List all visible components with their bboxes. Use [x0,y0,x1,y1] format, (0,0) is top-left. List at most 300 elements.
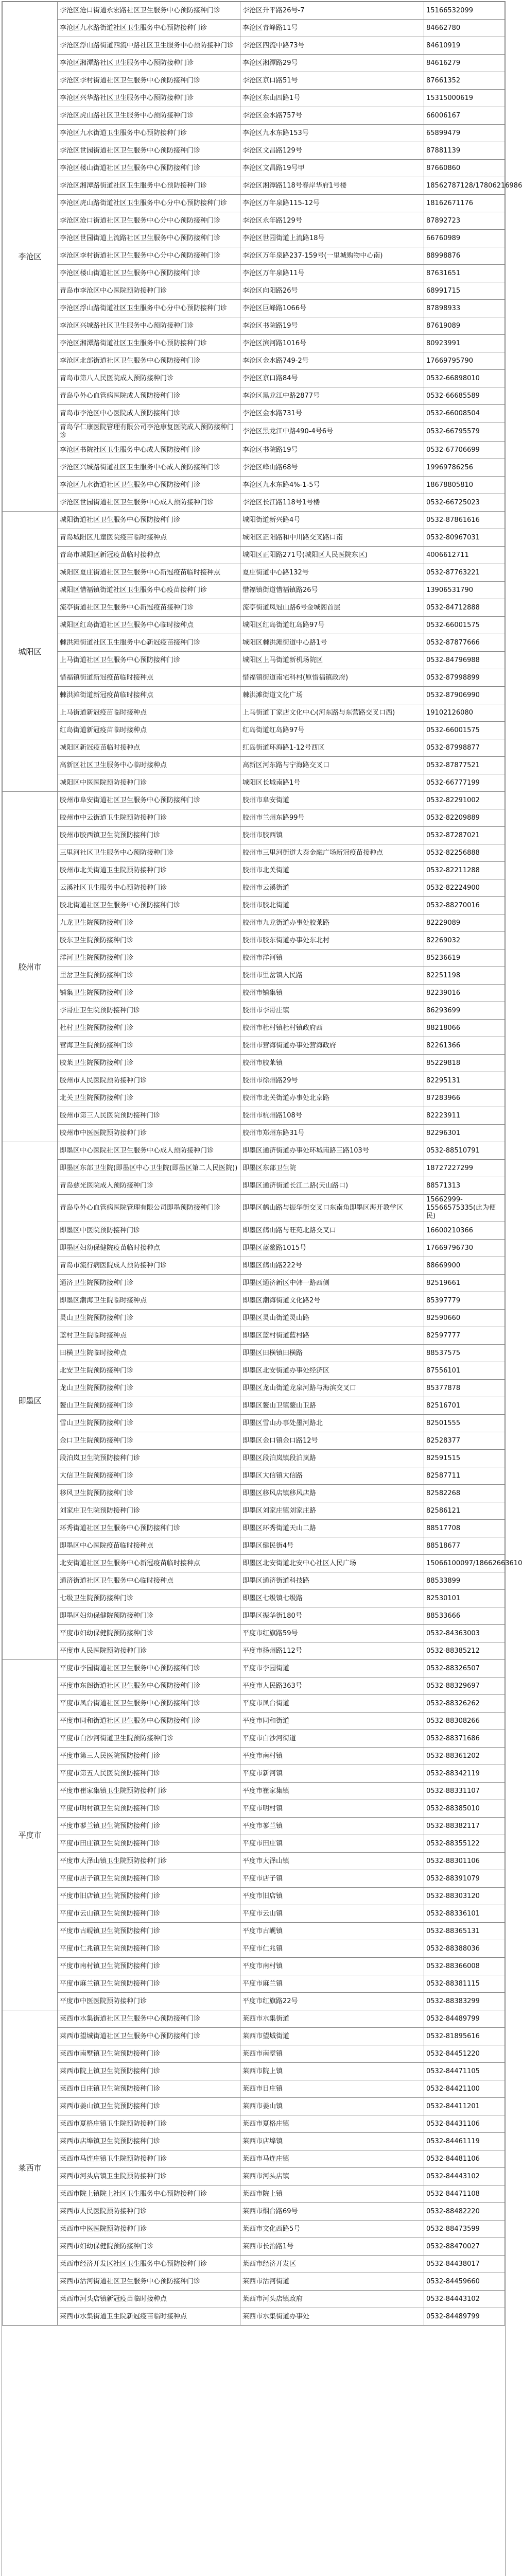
site-name-cell: 李沧区兴城路社区卫生服务中心预防接种门诊 [58,317,240,335]
phone-cell: 0532-88336101 [424,1905,505,1923]
table-row [3,2080,505,2098]
site-name-cell: 莱西市望城街道社区卫生服务中心预防接种门诊 [58,2028,240,2045]
phone-cell: 0532-88301106 [424,1853,505,1870]
table-row [3,2185,505,2203]
phone-cell: 87556101 [424,1362,505,1380]
site-name-cell: 平度市仁兆镇卫生院预防接种门诊 [58,1940,240,1958]
table-row [3,932,505,950]
site-name-cell: 李沧区湘潭路街道社区卫生服务中心预防接种门诊 [58,177,240,195]
address-cell: 平度市红旗路22号 [240,1993,424,2010]
phone-cell: 0532-88326262 [424,1695,505,1713]
site-name-cell: 城阳区惜福镇街道社区卫生服务中心疫苗接种门诊 [58,582,240,599]
table-row [3,1555,505,1572]
site-name-cell: 李沧区世园街道社区卫生服务中心预防接种门诊 [58,142,240,160]
phone-cell: 84616279 [424,55,505,72]
phone-cell: 88533666 [424,1607,505,1625]
address-cell: 李沧区东山四路1号 [240,90,424,107]
phone-cell: 82251198 [424,967,505,985]
table-row [3,1783,505,1800]
table-row [3,1625,505,1642]
phone-cell: 0532-84438017 [424,2256,505,2273]
site-name-cell: 胶州市第三人民医院预防接种门诊 [58,1107,240,1125]
site-name-cell: 李沧区浮山路街道社区卫生服务中心分中心预防接种门诊 [58,300,240,317]
table-row [3,247,505,265]
site-name-cell: 李沧区楼山街道社区卫生服务中心预防接种门诊 [58,265,240,282]
address-cell: 即墨区通济新区中韩一路西侧 [240,1275,424,1292]
address-cell: 夏庄街道中心路132号 [240,564,424,582]
site-name-cell: 李沧区九水路街道社区卫生服务中心预防接种门诊 [58,20,240,37]
phone-cell: 0532-87861616 [424,512,505,529]
phone-cell: 17669796730 [424,1240,505,1257]
address-cell: 即墨区环秀街道天山二路 [240,1520,424,1537]
table-row [3,1345,505,1362]
site-name-cell: 高新区社区卫生服务中心临时接种点 [58,757,240,774]
address-cell: 胶州市徐州路29号 [240,1072,424,1090]
phone-cell: 87283966 [424,1090,505,1107]
table-row [3,107,505,125]
table-row [3,1055,505,1072]
table-row [3,1037,505,1055]
district-cell: 莱西市 [3,2010,58,2326]
site-name-cell: 李沧区楼山街道社区卫生服务中心预防接种门诊 [58,160,240,177]
site-name-cell: 莱西市沽河街道社区卫生服务中心预防接种门诊 [58,2273,240,2291]
address-cell: 平度市古岘镇 [240,1923,424,1940]
site-name-cell: 刘家庄卫生院预防接种门诊 [58,1502,240,1520]
table-row [3,1642,505,1660]
site-name-cell: 莱西市姜山镇卫生院预防接种门诊 [58,2098,240,2115]
site-name-cell: 青岛阜外心血管病医院管理有限公司即墨预防接种门诊 [58,1195,240,1222]
address-cell: 平度市人民路363号 [240,1677,424,1695]
address-cell: 李沧区万年泉路11号 [240,265,424,282]
site-name-cell: 上马街道新冠疫苗临时接种点 [58,704,240,722]
address-cell: 流亭街道凤冠山路6号金城阁首层 [240,599,424,617]
table-row [3,792,505,809]
phone-cell: 86293699 [424,1002,505,1020]
site-name-cell: 平度市南村镇卫生院预防接种门诊 [58,1958,240,1975]
phone-cell: 0532-67706699 [424,442,505,459]
address-cell: 平度市白沙河街道 [240,1730,424,1748]
site-name-cell: 鳌山卫生院预防接种门诊 [58,1397,240,1415]
site-name-cell: 青岛市第八人民医院成人预防接种门诊 [58,370,240,387]
phone-cell: 0532-88383299 [424,1993,505,2010]
phone-cell: 18727227299 [424,1160,505,1177]
address-cell: 李沧区长江路118号1号楼 [240,494,424,512]
phone-cell: 0532-88342119 [424,1765,505,1783]
address-cell: 胶州市胶东街道办事处东北村 [240,932,424,950]
address-cell: 城阳区正阳路和中川路交叉路口南 [240,529,424,547]
address-cell: 胶州市营海街道办事处营海政府 [240,1037,424,1055]
phone-cell: 82295131 [424,1072,505,1090]
table-row [3,387,505,405]
site-name-cell: 李沧区虎山路社区卫生服务中心预防接种门诊 [58,107,240,125]
table-row [3,160,505,177]
phone-cell: 0532-88303120 [424,1888,505,1905]
phone-cell: 0532-88510791 [424,1142,505,1160]
district-cell: 李沧区 [3,2,58,512]
table-row [3,512,505,529]
site-name-cell: 棘洪滩街道社区卫生服务中心新冠疫苗接种门诊 [58,634,240,652]
table-row [3,142,505,160]
table-row [3,985,505,1002]
phone-cell: 82528377 [424,1432,505,1450]
phone-cell: 85229818 [424,1055,505,1072]
address-cell: 胶州市胶北街道 [240,897,424,914]
table-row [3,1275,505,1292]
address-cell: 胶州市杭州路108号 [240,1107,424,1125]
phone-cell: 82530101 [424,1590,505,1607]
table-row [3,617,505,634]
phone-cell: 0532-84443102 [424,2291,505,2308]
table-row [3,1310,505,1327]
address-cell: 高新区河东路与宁海路交叉口 [240,757,424,774]
phone-cell: 82229089 [424,914,505,932]
site-name-cell: 李沧区湘潭路社区卫生服务中心预防接种门诊 [58,55,240,72]
address-cell: 莱西市烟台路69号 [240,2203,424,2221]
table-row [3,634,505,652]
phone-cell: 15662999-15566575335(此为便民) [424,1195,505,1222]
phone-cell: 88218066 [424,1020,505,1037]
phone-cell: 19102126080 [424,704,505,722]
site-name-cell: 胶北街道社区卫生服务中心预防接种门诊 [58,897,240,914]
address-cell: 李沧区黑龙江中路490-4号6号 [240,422,424,442]
address-cell: 上马街道丁家店文化中心(河东路与东营路交叉口西) [240,704,424,722]
address-cell: 平度市店子镇 [240,1870,424,1888]
phone-cell: 0532-82256888 [424,844,505,862]
address-cell: 平度市南村镇 [240,1958,424,1975]
site-name-cell: 环秀街道社区卫生服务中心预防接种门诊 [58,1520,240,1537]
site-name-cell: 青岛市城阳区新冠疫苗临时接种点 [58,547,240,564]
address-cell: 即墨区通济街道长江二路(天山路口) [240,1177,424,1195]
address-cell: 平度市田庄镇 [240,1835,424,1853]
phone-cell: 0532-84471108 [424,2185,505,2203]
district-cell: 城阳区 [3,512,58,792]
site-name-cell: 胶莱卫生院预防接种门诊 [58,1055,240,1072]
table-row [3,352,505,370]
site-name-cell: 莱西市院上镇卫生院预防接种门诊 [58,2063,240,2080]
phone-cell: 0532-88473599 [424,2221,505,2238]
address-cell: 即墨区振华街180号 [240,1607,424,1625]
phone-cell: 0532-87998899 [424,669,505,687]
table-row [3,1380,505,1397]
table-row [3,529,505,547]
site-name-cell: 平度市妇幼保健院预防接种门诊 [58,1625,240,1642]
address-cell: 李沧区九水东路4%-1-5号 [240,477,424,494]
phone-cell: 66760989 [424,230,505,247]
table-row [3,1572,505,1590]
site-name-cell: 棘洪滩街道新冠疫苗临时接种点 [58,687,240,704]
site-name-cell: 北安卫生院预防接种门诊 [58,1362,240,1380]
site-name-cell: 平度市凤台街道社区卫生服务中心预防接种门诊 [58,1695,240,1713]
address-cell: 莱西市水集街道 [240,2010,424,2028]
phone-cell: 82269032 [424,932,505,950]
phone-cell: 82587711 [424,1467,505,1485]
phone-cell: 82239016 [424,985,505,1002]
table-row [3,2203,505,2221]
phone-cell: 0532-84459660 [424,2273,505,2291]
table-row [3,1748,505,1765]
table-row [3,422,505,442]
phone-cell: 0532-88385010 [424,1800,505,1818]
site-name-cell: 平度市蓼兰镇卫生院预防接种门诊 [58,1818,240,1835]
table-row [3,2150,505,2168]
phone-cell: 87619089 [424,317,505,335]
table-row [3,950,505,967]
table-row [3,2045,505,2063]
address-cell: 胶州市三里河街道大泰金融广场新冠疫苗接种点 [240,844,424,862]
address-cell: 李沧区金水路757号 [240,107,424,125]
table-row [3,722,505,739]
address-cell: 李沧区文昌路129号 [240,142,424,160]
site-name-cell: 蓝村卫生院临时接种点 [58,1327,240,1345]
site-name-cell: 通济街道社区卫生服务中心临时接种点 [58,1572,240,1590]
site-name-cell: 红岛街道新冠疫苗临时接种点 [58,722,240,739]
table-row [3,914,505,932]
phone-cell: 0532-66001575 [424,617,505,634]
site-name-cell: 李沧区世园街道上流路社区卫生服务中心预防接种门诊 [58,230,240,247]
address-cell: 莱西市院上镇 [240,2063,424,2080]
table-row [3,2168,505,2185]
table-row [3,1177,505,1195]
address-cell: 平度市蓼兰镇 [240,1818,424,1835]
phone-cell: 15166532099 [424,2,505,20]
site-name-cell: 七级卫生院预防接种门诊 [58,1590,240,1607]
phone-cell: 87631651 [424,265,505,282]
phone-cell: 0532-88366008 [424,1958,505,1975]
address-cell: 胶州市李哥庄镇 [240,1002,424,1020]
phone-cell: 0532-88381115 [424,1975,505,1993]
site-name-cell: 胶州市北关街道卫生院预防接种门诊 [58,862,240,879]
site-name-cell: 青岛市李沧区中心医院成人预防接种门诊 [58,405,240,422]
table-row [3,1940,505,1958]
address-cell: 李沧区永年路129号 [240,212,424,230]
site-name-cell: 里岔卫生院预防接种门诊 [58,967,240,985]
address-cell: 即墨区灵山街道灵山路 [240,1310,424,1327]
address-cell: 莱西市姜山镇 [240,2098,424,2115]
table-row [3,1072,505,1090]
phone-cell: 82296301 [424,1125,505,1142]
phone-cell: 82261366 [424,1037,505,1055]
table-row [3,1695,505,1713]
address-cell: 红岛街道红岛路97号 [240,722,424,739]
table-row [3,230,505,247]
table-row [3,1107,505,1125]
site-name-cell: 胶州市中云街道卫生院预防接种门诊 [58,809,240,827]
address-cell: 莱西市院上镇 [240,2185,424,2203]
address-cell: 城阳区红岛街道红岛路97号 [240,617,424,634]
site-name-cell: 洋河卫生院预防接种门诊 [58,950,240,967]
site-name-cell: 胶州市人民医院预防接种门诊 [58,1072,240,1090]
address-cell: 胶州市北关街道 [240,862,424,879]
site-name-cell: 李沧区兴城路街道社区卫生服务中心成人预防接种门诊 [58,459,240,477]
table-row [3,1002,505,1020]
vaccination-sites-table-container [2,1,522,2576]
site-name-cell: 青岛市李沧区中心医院预防接种门诊 [58,282,240,300]
table-row [3,1090,505,1107]
table-row [3,1467,505,1485]
site-name-cell: 莱西市马连庄镇卫生院预防接种门诊 [58,2150,240,2168]
table-row [3,547,505,564]
table-row [3,494,505,512]
phone-cell: 0532-82209889 [424,809,505,827]
phone-cell: 88998876 [424,247,505,265]
phone-cell: 0532-87287021 [424,827,505,844]
site-name-cell: 平度市第三人民医院预防接种门诊 [58,1748,240,1765]
site-name-cell: 平度市古岘镇卫生院预防接种门诊 [58,1923,240,1940]
table-row [3,2133,505,2150]
address-cell: 平度市红旗路59号 [240,1625,424,1642]
table-row [3,459,505,477]
site-name-cell: 平度市店子镇卫生院预防接种门诊 [58,1870,240,1888]
phone-cell: 16600210366 [424,1222,505,1240]
table-row [3,1818,505,1835]
site-name-cell: 城阳区夏庄街道社区卫生服务中心新冠疫苗临时接种点 [58,564,240,582]
site-name-cell: 流亭街道社区卫生服务中心新冠疫苗接种门诊 [58,599,240,617]
table-row [3,265,505,282]
address-cell: 平度市新河镇 [240,1765,424,1783]
address-cell: 平度市李园街道 [240,1660,424,1677]
table-row [3,477,505,494]
site-name-cell: 即墨区中心医院疫苗临时接种点 [58,1537,240,1555]
table-row [3,827,505,844]
site-name-cell: 通济卫生院预防接种门诊 [58,1275,240,1292]
phone-cell: 0532-84489799 [424,2010,505,2028]
site-name-cell: 李沧区世园街道社区卫生服务中心成人预防接种门诊 [58,494,240,512]
site-name-cell: 即墨区妇幼保健院预防接种门诊 [58,1607,240,1625]
address-cell: 李沧区四流中路73号 [240,37,424,55]
phone-cell: 13906531790 [424,582,505,599]
site-name-cell: 杜村卫生院预防接种门诊 [58,1020,240,1037]
site-name-cell: 大信卫生院预防接种门诊 [58,1467,240,1485]
address-cell: 即墨区七级镇七级路 [240,1590,424,1607]
site-name-cell: 莱西市中医医院预防接种门诊 [58,2221,240,2238]
phone-cell: 87898933 [424,300,505,317]
table-row [3,1397,505,1415]
address-cell: 即墨区段泊岚镇段泊岚路 [240,1450,424,1467]
address-cell: 李沧区京口路84号 [240,370,424,387]
site-name-cell: 李沧区兴华路社区卫生服务中心预防接种门诊 [58,90,240,107]
address-cell: 李沧区万年泉路237-159号(一里城购物中心南) [240,247,424,265]
site-name-cell: 李沧区浮山路街道四流中路社区卫生服务中心预防接种门诊 [58,37,240,55]
site-name-cell: 城阳街道社区卫生服务中心预防接种门诊 [58,512,240,529]
table-row [3,1975,505,1993]
site-name-cell: 平度市东阁街道社区卫生服务中心预防接种门诊 [58,1677,240,1695]
table-row [3,687,505,704]
address-cell: 即墨区东部卫生院 [240,1160,424,1177]
phone-cell: 0532-84712888 [424,599,505,617]
phone-cell: 0532-84431106 [424,2115,505,2133]
phone-cell: 82590660 [424,1310,505,1327]
address-cell: 胶州市兰州东路99号 [240,809,424,827]
address-cell: 胶州市云溪街道 [240,879,424,897]
table-row [3,1713,505,1730]
table-row [3,652,505,669]
table-row [3,1888,505,1905]
table-row [3,809,505,827]
phone-cell: 0532-88385212 [424,1642,505,1660]
site-name-cell: 平度市人民医院预防接种门诊 [58,1642,240,1660]
phone-cell: 82591515 [424,1450,505,1467]
phone-cell: 0532-88361202 [424,1748,505,1765]
address-cell: 胶州市胶莱镇 [240,1055,424,1072]
phone-cell: 0532-66795579 [424,422,505,442]
address-cell: 即墨区移风店镇移风店路 [240,1485,424,1502]
address-cell: 惜福镇街道惜福镇路26号 [240,582,424,599]
phone-cell: 68991715 [424,282,505,300]
phone-cell: 88537575 [424,1345,505,1362]
phone-cell: 0532-88391079 [424,1870,505,1888]
site-name-cell: 青岛城阳区儿童医院疫苗临时接种点 [58,529,240,547]
table-row [3,125,505,142]
site-name-cell: 莱西市水集街道社区卫生服务中心预防接种门诊 [58,2010,240,2028]
site-name-cell: 金口卫生院预防接种门诊 [58,1432,240,1450]
phone-cell: 0532-66725023 [424,494,505,512]
table-row [3,1835,505,1853]
phone-cell: 87661352 [424,72,505,90]
district-cell: 胶州市 [3,792,58,1142]
address-cell: 即墨区健民街4号 [240,1537,424,1555]
site-name-cell: 李沧区沧口街道社区卫生服务中心分中心预防接种门诊 [58,212,240,230]
site-name-cell: 城阳区红岛街道社区卫生服务中心临时接种点 [58,617,240,634]
address-cell: 李沧区世园街道上流路18号 [240,230,424,247]
site-name-cell: 莱西市河头店镇新冠疫苗临时接种点 [58,2291,240,2308]
table-row [3,300,505,317]
table-row [3,774,505,792]
table-row [3,1327,505,1345]
address-cell: 胶州市九龙街道办事处胶莱路 [240,914,424,932]
table-row [3,1160,505,1177]
district-cell: 平度市 [3,1660,58,2010]
address-cell: 莱西市河头店镇 [240,2168,424,2185]
address-cell: 李沧区万年泉路115-12号 [240,195,424,212]
phone-cell: 0532-88326507 [424,1660,505,1677]
phone-cell: 0532-84451220 [424,2045,505,2063]
site-name-cell: 胶州市中医医院预防接种门诊 [58,1125,240,1142]
phone-cell: 0532-88329697 [424,1677,505,1695]
phone-cell: 82519661 [424,1275,505,1292]
table-row [3,1195,505,1222]
district-cell: 即墨区 [3,1142,58,1660]
table-row [3,177,505,195]
address-cell: 胶州市洋河镇 [240,950,424,967]
phone-cell: 84662780 [424,20,505,37]
address-cell: 平度市大泽山镇 [240,1853,424,1870]
site-name-cell: 平度市同和街道社区卫生服务中心预防接种门诊 [58,1713,240,1730]
site-name-cell: 平度市田庄镇卫生院预防接种门诊 [58,1835,240,1853]
site-name-cell: 李沧区李村街道社区卫生服务中心预防接种门诊 [58,72,240,90]
table-row [3,897,505,914]
table-row [3,879,505,897]
address-cell: 城阳街道新兴路4号 [240,512,424,529]
site-name-cell: 李沧区李村街道社区卫生服务中心分中心预防接种门诊 [58,247,240,265]
table-body [3,2,522,2326]
address-cell: 即墨区鳌山卫镇鳌山卫路 [240,1397,424,1415]
site-name-cell: 雪山卫生院预防接种门诊 [58,1415,240,1432]
table-row [3,2238,505,2256]
site-name-cell: 青岛慈光医院成人预防接种门诊 [58,1177,240,1195]
table-row [3,1257,505,1275]
phone-cell: 88669900 [424,1257,505,1275]
phone-cell: 85397779 [424,1292,505,1310]
table-row [3,1142,505,1160]
phone-cell: 87660860 [424,160,505,177]
phone-cell: 0532-66777199 [424,774,505,792]
site-name-cell: 莱西市河头店镇卫生院预防接种门诊 [58,2168,240,2185]
table-row [3,1677,505,1695]
phone-cell: 0532-66001575 [424,722,505,739]
site-name-cell: 平度市明村镇卫生院预防接种门诊 [58,1800,240,1818]
table-row [3,704,505,722]
phone-cell: 0532-84796988 [424,652,505,669]
